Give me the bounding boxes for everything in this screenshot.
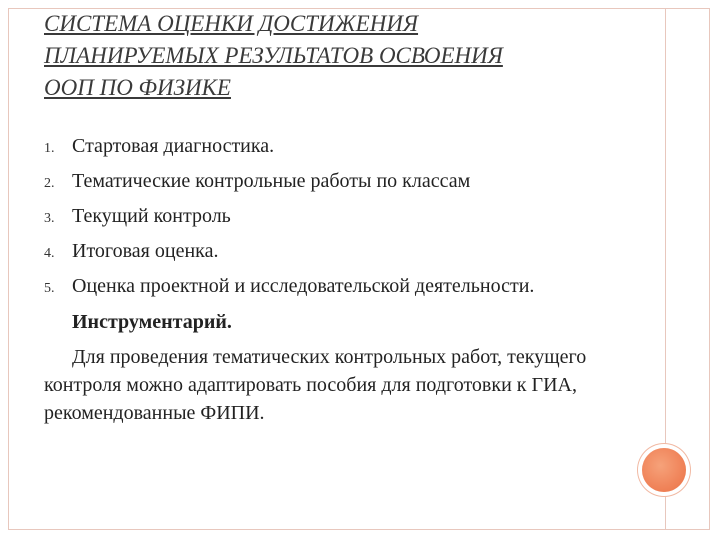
decorative-circle [642, 448, 686, 492]
list-number: 5. [44, 281, 55, 296]
list-item-text: Итоговая оценка. [72, 240, 219, 262]
list-number: 4. [44, 246, 55, 261]
title-line-1: СИСТЕМА ОЦЕНКИ ДОСТИЖЕНИЯ [44, 11, 419, 36]
list-item [44, 132, 644, 167]
list-number: 2. [44, 176, 55, 191]
list-number: 3. [44, 211, 55, 226]
list-item-text: Стартовая диагностика. [72, 135, 275, 157]
title-line-2: ПЛАНИРУЕМЫХ РЕЗУЛЬТАТОВ ОСВОЕНИЯ [44, 43, 503, 68]
list-item [44, 202, 644, 237]
assessment-list [44, 132, 644, 307]
list-number: 1. [44, 141, 55, 156]
tools-paragraph: Для проведения тематических контрольных работ, текущего контроля можно адаптировать пособия для подготовки к ГИА, рекомендованные ФИПИ. [44, 346, 587, 424]
title-line-3: ООП ПО ФИЗИКЕ [44, 75, 231, 100]
tools-heading: Инструментарий. [72, 311, 232, 333]
list-item [44, 272, 644, 307]
slide-title [44, 8, 604, 104]
list-item-text: Оценка проектной и исследовательской деятельности. [72, 275, 535, 297]
list-item-text: Текущий контроль [72, 205, 231, 227]
list-item [44, 167, 644, 202]
list-item-text: Тематические контрольные работы по классам [72, 170, 471, 192]
list-item [44, 237, 644, 272]
